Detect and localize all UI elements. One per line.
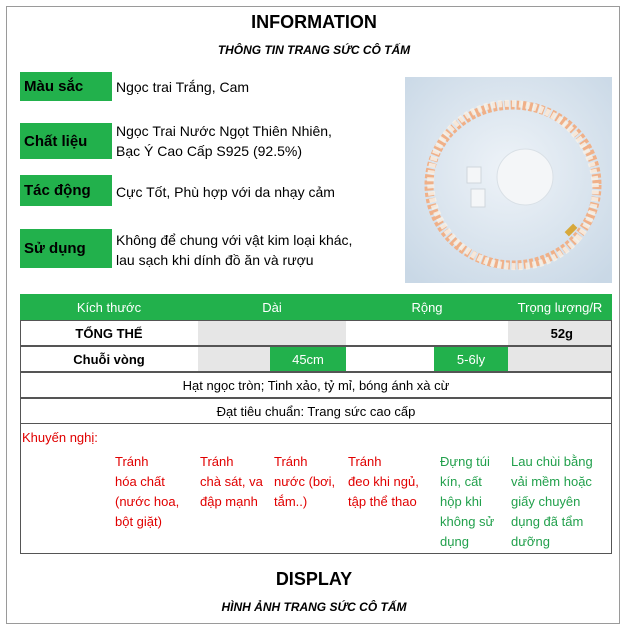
row-overall-width bbox=[346, 321, 508, 345]
recommendation-item: Lau chùi bằng vải mềm hoặc giấy chuyên dụng đã tẩm dưỡng bbox=[511, 454, 593, 549]
recommendations-title: Khuyến nghị: bbox=[22, 430, 98, 445]
recommendation-item: Tránh chà sát, va đập mạnh bbox=[200, 454, 263, 509]
col-header-width: Rộng bbox=[346, 294, 508, 320]
recommendation-item: Đựng túi kín, cất hộp khi không sử dụng bbox=[440, 454, 495, 549]
page-title: INFORMATION bbox=[251, 12, 377, 32]
recommendation-item: Tránh đeo khi ngủ, tập thể thao bbox=[348, 454, 419, 509]
value-color: Ngọc trai Trắng, Cam bbox=[116, 79, 250, 95]
value-usage: Không để chung với vật kim loại khác, lau sạch khi dính đồ ăn và rượu bbox=[116, 232, 353, 268]
row-chain-length: 45cm bbox=[270, 347, 346, 371]
row-chain-length-blank bbox=[198, 347, 270, 371]
label-effect: Tác động bbox=[20, 175, 112, 206]
recommendation-item: Tránh nước (bơi, tắm..) bbox=[274, 454, 336, 509]
display-subtitle: HÌNH ẢNH TRANG SỨC CÔ TẤM bbox=[221, 600, 407, 614]
label-color: Màu sắc bbox=[20, 72, 112, 101]
note-pearl-quality: Hạt ngọc tròn; Tinh xảo, tỷ mỉ, bóng ánh xà cừ bbox=[182, 377, 450, 393]
note-standard: Đạt tiêu chuẩn: Trang sức cao cấp bbox=[216, 403, 416, 419]
label-material: Chất liệu bbox=[20, 123, 112, 159]
row-overall-weight: 52g bbox=[508, 321, 611, 345]
page-subtitle: THÔNG TIN TRANG SỨC CÔ TẤM bbox=[217, 43, 411, 57]
col-header-size: Kích thước bbox=[20, 294, 198, 320]
display-title: DISPLAY bbox=[275, 569, 353, 589]
row-chain-name: Chuỗi vòng bbox=[73, 351, 145, 367]
col-header-weight: Trọng lượng/R bbox=[508, 294, 612, 320]
row-chain-width: 5-6ly bbox=[434, 347, 508, 371]
row-overall-name: TỔNG THỂ bbox=[75, 325, 143, 341]
value-effect: Cực Tốt, Phù hợp với da nhạy cảm bbox=[116, 184, 335, 200]
pearl-necklace-photo bbox=[405, 77, 612, 283]
label-usage: Sử dụng bbox=[20, 229, 112, 268]
col-header-length: Dài bbox=[198, 294, 346, 320]
recommendation-item: Tránh hóa chất (nước hoa, bột giặt) bbox=[115, 454, 180, 529]
row-chain-width-blank bbox=[346, 347, 434, 371]
row-chain-weight bbox=[508, 347, 611, 371]
value-material: Ngọc Trai Nước Ngọt Thiên Nhiên, Bạc Ý Cao Cấp S925 (92.5%) bbox=[116, 123, 332, 159]
row-overall-length bbox=[198, 321, 346, 345]
